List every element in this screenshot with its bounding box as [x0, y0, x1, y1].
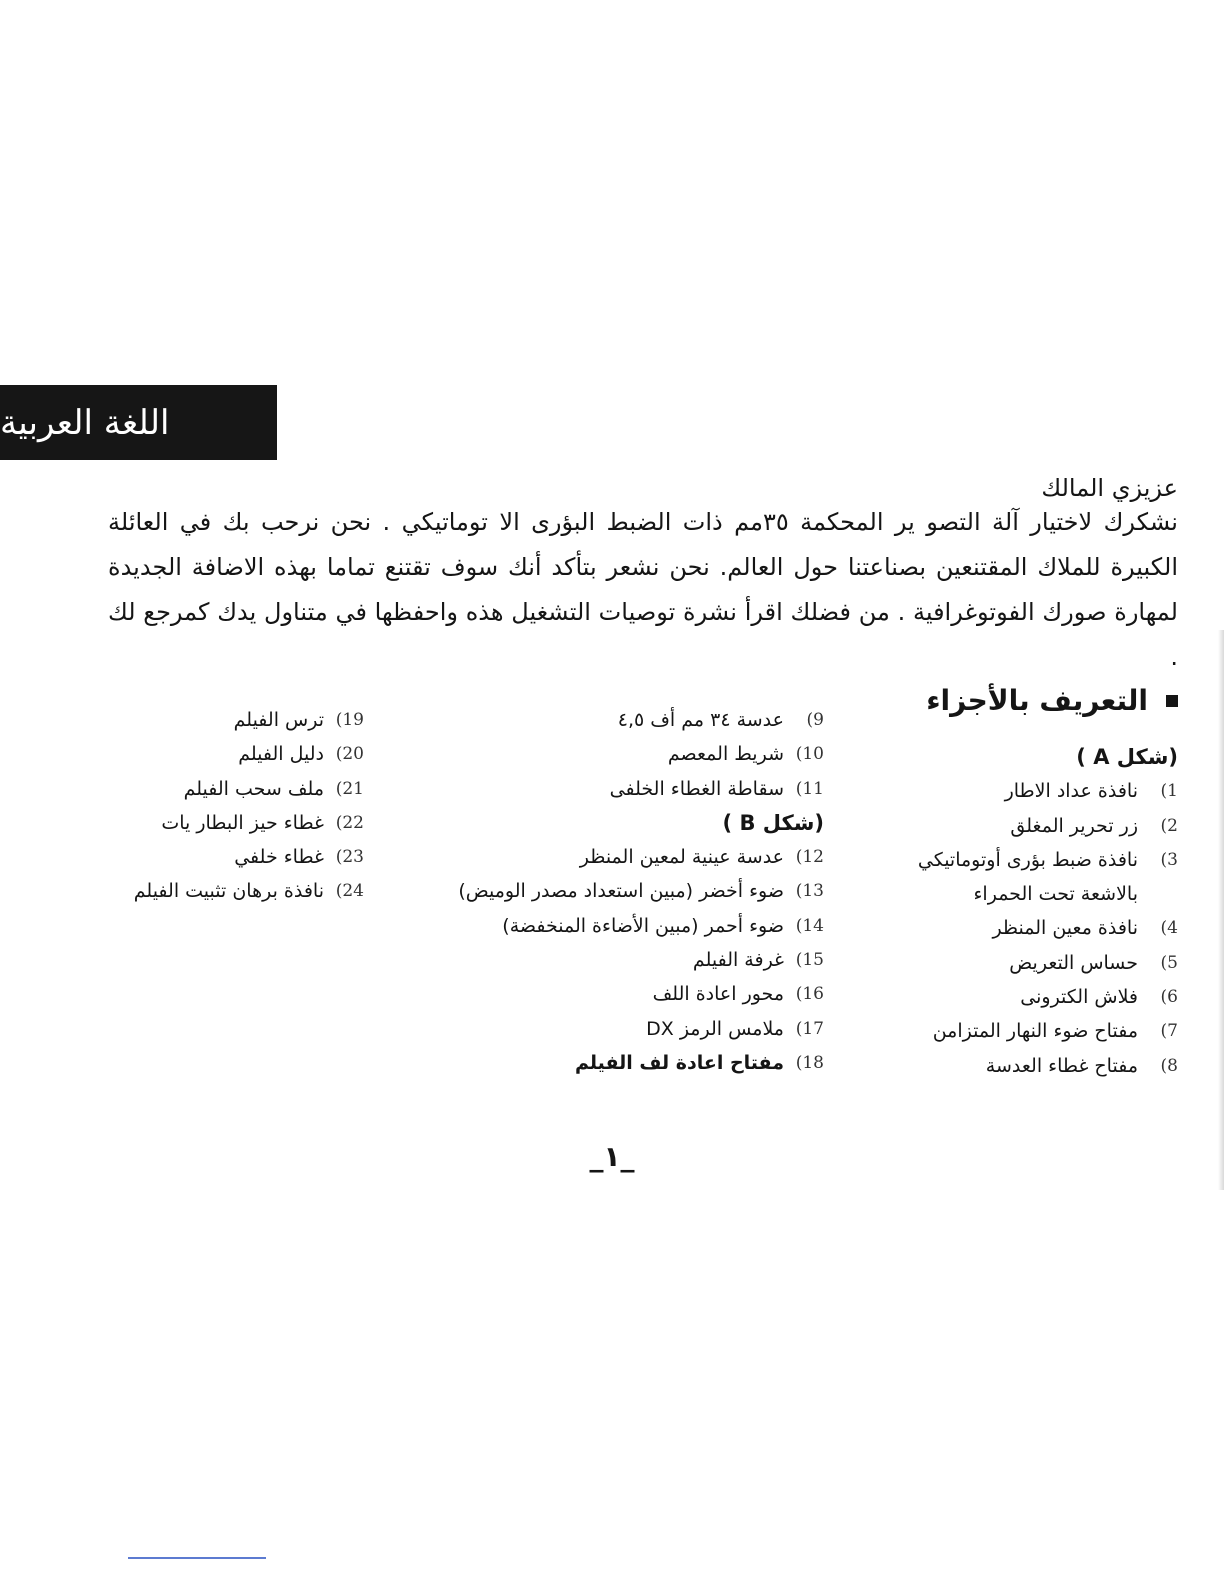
- part-label: نافذة معين المنظر: [992, 917, 1138, 940]
- section-title-text: التعريف بالأجزاء: [926, 684, 1148, 717]
- part-label: زر تحرير المغلق: [1010, 814, 1138, 837]
- part-label: مفتاح اعادة لف الفيلم: [575, 1051, 784, 1074]
- part-number: 16): [795, 984, 824, 1005]
- part-item: [858, 843, 1178, 912]
- part-item: [384, 737, 824, 771]
- part-label-stack: [858, 843, 1138, 912]
- part-label: فلاش الكترونى: [1020, 986, 1138, 1009]
- part-item: [384, 874, 824, 908]
- part-label: سقاطة الغطاء الخلفى: [609, 777, 784, 800]
- part-label: شريط المعصم: [667, 743, 784, 766]
- part-label: دليل الفيلم: [238, 743, 324, 766]
- part-item: [384, 977, 824, 1011]
- part-number: 21): [335, 778, 364, 799]
- part-number: 5): [1160, 952, 1178, 973]
- part-item: [384, 840, 824, 874]
- part-number: 24): [335, 881, 364, 902]
- language-tab-label: اللغة العربية: [0, 402, 170, 443]
- part-label: ضوء أحمر (مبين الأضاءة المنخفضة): [502, 914, 784, 937]
- figure-a-heading: (شكل A ): [1076, 745, 1178, 769]
- part-label: عدسة عينية لمعين المنظر: [579, 846, 784, 869]
- part-number: 22): [335, 812, 364, 833]
- part-label: نافذة برهان تثبيت الفيلم: [133, 880, 324, 903]
- part-number: 23): [335, 847, 364, 868]
- part-item: [384, 1046, 824, 1080]
- part-number: 3): [1160, 849, 1178, 870]
- part-item: [858, 946, 1178, 980]
- part-number: 13): [795, 881, 824, 902]
- parts-column-2: [384, 703, 824, 1080]
- square-bullet-icon: [1166, 695, 1178, 707]
- part-number: 1): [1160, 781, 1178, 802]
- figure-b-heading: (شكل B ): [722, 810, 824, 835]
- part-item: [858, 774, 1178, 808]
- part-number: 6): [1160, 987, 1178, 1008]
- part-number: 4): [1160, 918, 1178, 939]
- part-number: 9): [806, 710, 824, 730]
- part-number: 7): [1160, 1021, 1178, 1042]
- part-number: 11): [795, 778, 824, 799]
- page-number: _١_: [589, 1140, 635, 1173]
- scan-edge-shadow: [1218, 630, 1224, 1190]
- part-label: نافذة عداد الاطار: [1004, 780, 1138, 803]
- part-number: 12): [795, 847, 824, 868]
- part-item: [858, 911, 1178, 945]
- part-item: [858, 1049, 1178, 1083]
- part-item: [384, 703, 824, 737]
- part-number: 10): [795, 744, 824, 765]
- part-item: [44, 874, 364, 908]
- part-item: [858, 980, 1178, 1014]
- part-label-line2: بالاشعة تحت الحمراء: [973, 883, 1138, 906]
- part-number: 2): [1160, 815, 1178, 836]
- part-item: [858, 1014, 1178, 1048]
- part-label: مفتاح ضوء النهار المتزامن: [932, 1020, 1138, 1043]
- part-item: [44, 737, 364, 771]
- part-label: مفتاح غطاء العدسة: [985, 1054, 1138, 1077]
- parts-column-3: [44, 703, 364, 909]
- part-label: حساس التعريض: [1009, 951, 1138, 974]
- part-item: [384, 1012, 824, 1046]
- part-label: ملف سحب الفيلم: [183, 777, 324, 800]
- part-item: [44, 703, 364, 737]
- part-number: 15): [795, 950, 824, 971]
- part-item: [44, 806, 364, 840]
- part-item: [384, 943, 824, 977]
- part-item: [44, 772, 364, 806]
- parts-column-1: [858, 740, 1178, 1083]
- part-number: 8): [1160, 1055, 1178, 1076]
- part-number: 18): [795, 1052, 824, 1073]
- part-label: ضوء أخضر (مبين استعداد مصدر الوميض): [458, 880, 784, 903]
- part-number: 17): [795, 1018, 824, 1039]
- part-label: نافذة ضبط بؤرى أوتوماتيكي: [917, 848, 1138, 871]
- part-label: عدسة ٣٤ مم أف ٤,٥: [617, 709, 784, 731]
- part-number: 19): [335, 710, 364, 730]
- bottom-rule: [128, 1557, 266, 1559]
- part-number: 14): [795, 915, 824, 936]
- part-label: غطاء خلفي: [234, 846, 324, 869]
- section-title: [926, 684, 1178, 717]
- part-item: [384, 909, 824, 943]
- part-item: [384, 772, 824, 806]
- part-item: [44, 840, 364, 874]
- salutation: عزيزي المالك: [1041, 474, 1178, 502]
- part-label: ترس الفيلم: [233, 709, 324, 731]
- language-tab: [0, 385, 277, 460]
- part-item: [858, 809, 1178, 843]
- intro-paragraph: نشكرك لاختيار آلة التصو ير المحكمة ٣٥مم ذات الضبط البؤرى الا توماتيكي . نحن نرحب بك في العائلة الكبيرة للملاك المقتنعين بصناعتنا حول العالم. نحن نشعر بتأكد أنك سوف تقتنع تماما بهذه الاضافة الجديدة لمهارة صورك الفوتوغرافية . من فضلك اقرأ نشرة توصيات التشغيل هذه واحفظها في متناول يدك كمرجع لك .: [108, 508, 1178, 671]
- part-number: 20): [335, 744, 364, 765]
- part-label: محور اعادة اللف: [652, 983, 784, 1006]
- part-label: غرفة الفيلم: [692, 949, 784, 972]
- part-label: غطاء حيز البطار يات: [161, 811, 324, 834]
- part-label: ملامس الرمز DX: [646, 1017, 784, 1040]
